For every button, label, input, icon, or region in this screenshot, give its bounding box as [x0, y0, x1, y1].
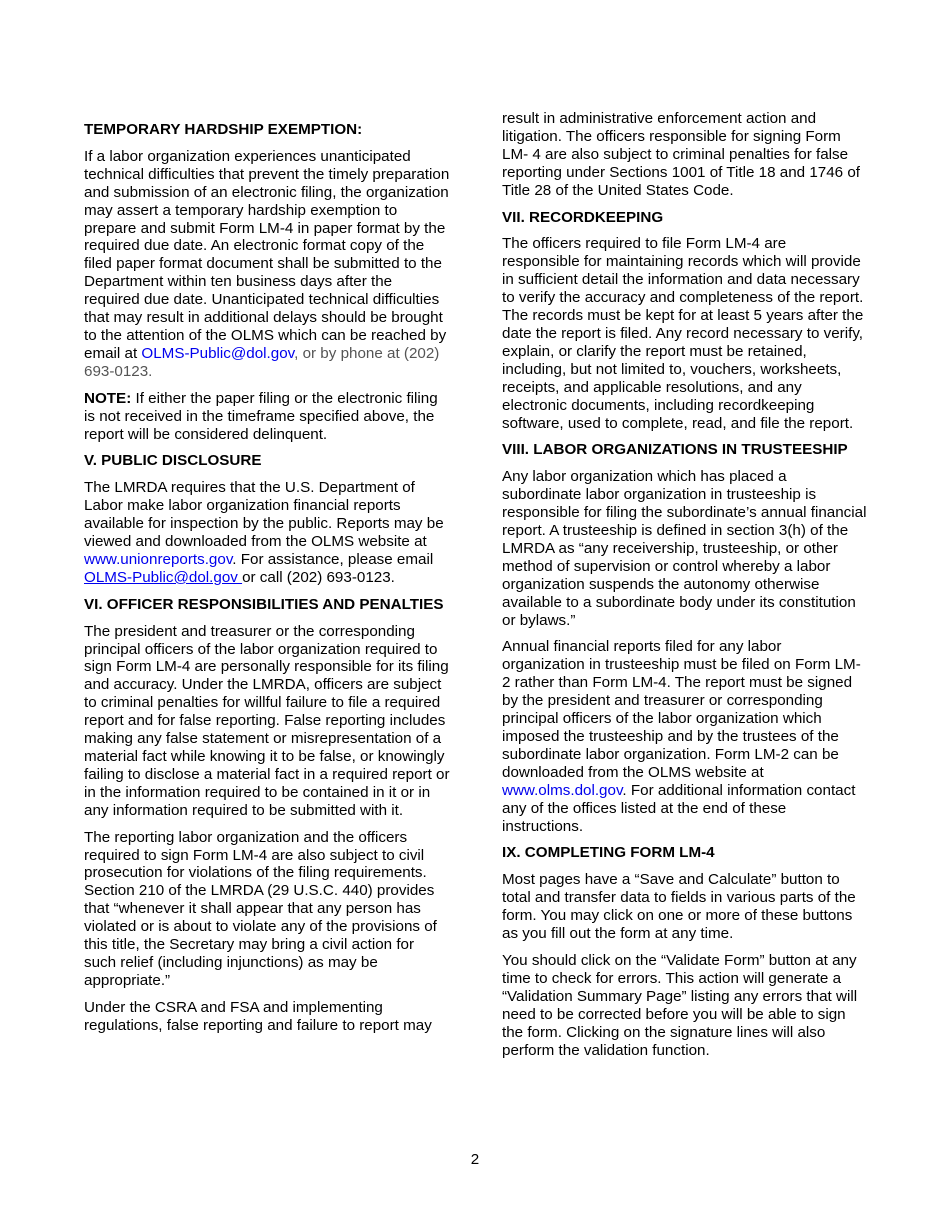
recordkeeping-heading: VII. RECORDKEEPING [502, 208, 664, 226]
note-paragraph [84, 390, 450, 444]
public-email-link[interactable]: OLMS-Public@dol.gov [84, 568, 243, 586]
note-text: If either the paper filing or the electronic filing is not received in the timeframe specified above, the report will be considered delinquent. [84, 389, 438, 443]
public-disclosure-heading: V. PUBLIC DISCLOSURE [84, 452, 262, 470]
hardship-paragraph [84, 148, 450, 381]
officer-paragraph-1: The president and treasurer or the corresponding principal officers of the labor organization required to sign Form LM-4 are personally responsible for its filing and accuracy. Under the LMRDA, officers are subject to criminal penalties for willful failure to file a required report and for false reporting. False reporting includes making any false statement or misrepresentation of a material fact while knowing it to be false, or knowingly failing to disclose a material fact in a required report or in the information required to be contained in it or in any information required to be submitted with it. [84, 622, 450, 819]
left-column [84, 121, 450, 1044]
trust-text-b: . For additional information contact any of the offices listed at the end of these instructions. [502, 781, 856, 835]
officer-paragraph-3: Under the CSRA and FSA and implementing regulations, false reporting and failure to report may [84, 998, 432, 1034]
olms-website-link[interactable]: www.olms.dol.gov [502, 781, 623, 799]
trusteeship-paragraph-1: Any labor organization which has placed a subordinate labor organization in trusteeship is responsible for filing the subordinate’s annual financial report. A trusteeship is defined in section 3(h) of the LMRDA as “any receivership, trusteeship, or other method of supervision or control whereby a labor organization suspends the autonomy otherwise available to a subordinate body under its constitution or bylaws.” [502, 468, 867, 629]
completing-paragraph-2: You should click on the “Validate Form” button at any time to check for errors. This action will generate a “Validation Summary Page” listing any errors that will need to be corrected before you will be able to sign the form. Clicking on the signature lines will also perform the validation function. [502, 951, 858, 1059]
hardship-text: If a labor organization experiences unanticipated technical difficulties that prevent the timely preparation and submission of an electronic filing, the organization may assert a temporary hardship exemption to prepare and submit Form LM-4 in paper format by the required due date. An electronic format copy of the filed paper format document shall be submitted to the Department within ten business days after the required due date. Unanticipated technical difficulties that may result in additional delays should be brought to the attention of the OLMS which can be reached by email at [84, 147, 450, 362]
continued-paragraph: result in administrative enforcement action and litigation. The officers responsible for signing Form LM- 4 are also subject to criminal penalties for false reporting under Sections 1001 of Title 18 and 1746 of Title 28 of the United States Code. [502, 110, 861, 199]
hardship-heading: TEMPORARY HARDSHIP EXEMPTION: [84, 121, 363, 138]
page-number: 2 [470, 1151, 480, 1168]
public-text-2: . For assistance, please email [232, 550, 434, 568]
note-label: NOTE: [84, 389, 132, 407]
completing-paragraph-1: Most pages have a “Save and Calculate” button to total and transfer data to fields in various parts of the form. You may click on one or more of these buttons as you fill out the form at any time. [502, 871, 856, 943]
hardship-email-link[interactable]: OLMS-Public@dol.gov [141, 344, 295, 362]
completing-heading: IX. COMPLETING FORM LM-4 [502, 844, 715, 862]
public-text-3: or call (202) 693-0123. [242, 568, 395, 586]
officer-heading: VI. OFFICER RESPONSIBILITIES AND PENALTIES [84, 595, 444, 613]
public-disclosure-paragraph [84, 479, 450, 586]
right-column [502, 110, 868, 1068]
trusteeship-paragraph-2 [502, 638, 868, 835]
hardship-phone: , or by phone at (202) 693-0123. [84, 344, 440, 380]
trust-text-a: Annual financial reports filed for any labor organization in trusteeship must be filed on Form LM-2 rather than Form LM-4. The report must be signed by the president and treasurer or corresponding principal officers of the labor organization which imposed the trusteeship and by the trustees of the subordinate labor organization. Form LM-2 can be downloaded from the OLMS website at [502, 638, 861, 781]
recordkeeping-paragraph: The officers required to file Form LM-4 are responsible for maintaining records which will provide in sufficient detail the information and data necessary to verify the accuracy and completeness of the report. The records must be kept for at least 5 years after the date the report is filed. Any record necessary to verify, explain, or clarify the report must be retained, including, but not limited to, vouchers, worksheets, receipts, and applicable resolutions, and any electronic documents, including recordkeeping software, used to complete, read, and file the report. [502, 235, 864, 432]
public-text-1: The LMRDA requires that the U.S. Department of Labor make labor organization financial reports available for inspection by the public. Reports may be viewed and downloaded from the OLMS website at [84, 479, 444, 551]
unionreports-link[interactable]: www.unionreports.gov [84, 550, 233, 568]
trusteeship-heading: VIII. LABOR ORGANIZATIONS IN TRUSTEESHIP [502, 441, 848, 459]
officer-paragraph-2: The reporting labor organization and the officers required to sign Form LM-4 are also subject to civil prosecution for violations of the filing requirements. Section 210 of the LMRDA (29 U.S.C. 440) provides that “whenever it shall appear that any person has violated or is about to violate any of the provisions of this title, the Secretary may bring a civil action for such relief (including injunctions) as may be appropriate.” [84, 828, 437, 989]
